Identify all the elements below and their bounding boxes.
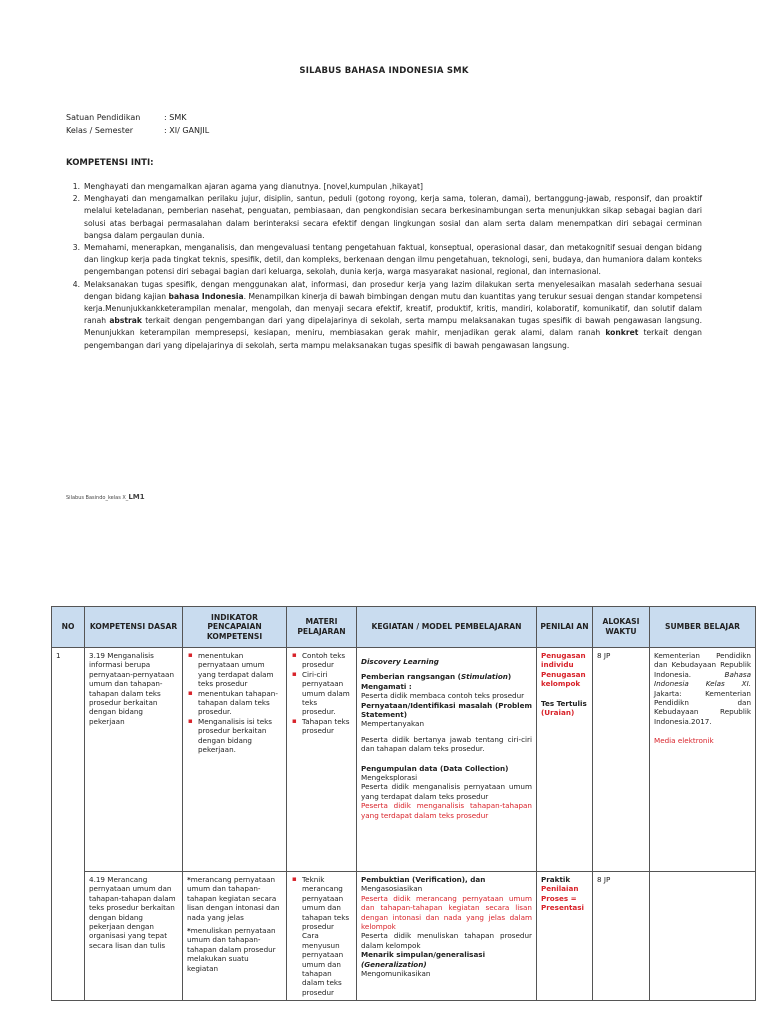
- cell-materi: [287, 648, 357, 872]
- header-penilaian: PENILAI AN: [537, 607, 593, 648]
- header-no: NO: [52, 607, 85, 648]
- ki-text-part: terkait dengan pengembangan dari yang dipelajarinya di sekolah, serta mampu melaksanakan tugas spesifik di bawah pengawasan langsung.: [84, 328, 702, 350]
- kompetensi-inti-list: [66, 181, 702, 352]
- ki-text-part: . Menampilkan kinerja di bawah bimbingan dengan mutu dan kuantitas yang terukur sesuai dengan standar kompetensi kerja.Menunjukkankketerampilan menalar, mengolah, dan menyaji secara efektif, kreatif, produktif, kritis, mandiri, kolaboratif, komunikatif, dan solutif dalam ranah: [84, 291, 703, 326]
- penilaian-proses: Penilaian Proses = Presentasi: [541, 884, 584, 913]
- header-sumber-belajar: SUMBER BELAJAR: [650, 607, 756, 648]
- step-text-highlight: Peserta didik menganalisis tahapan-tahapan yang terdapat dalam teks prosedur: [361, 801, 532, 820]
- footer-code: LM1: [128, 493, 145, 501]
- ki-text: Menghayati dan mengamalkan ajaran agama yang dianutnya. [novel,kumpulan ,hikayat]: [84, 182, 423, 191]
- step-sub: Mengasosiasikan: [361, 884, 423, 894]
- ki-item-3: [66, 242, 702, 279]
- step-text: Peserta didik menganalisis pernyataan umum yang terdapat dalam teks prosedur: [361, 782, 532, 801]
- step-text: Peserta didik menuliskan tahapan prosedur dalam kelompok: [361, 931, 532, 950]
- ki-item-1: [66, 181, 702, 193]
- step-sub: Mempertanyakan: [361, 719, 424, 729]
- ki-number: 4.: [72, 279, 80, 289]
- sumber-text: Jakarta: Kementerian Pendidikn dan Kebudayaan Republik Indonesia.2017.: [654, 688, 751, 726]
- step-sub: Mengamati :: [361, 681, 412, 691]
- cell-sumber-belajar: [650, 648, 756, 872]
- sumber-media: Media elektronik: [654, 736, 714, 746]
- indikator-item: *menuliskan pernyataan umum dan tahapan-tahapan dalam prosedur melakukan suatu kegiatan: [187, 926, 276, 973]
- step-text-highlight: Peserta didik merancang pernyataan umum dan tahapan-tahapan kegiatan secara lisan dengan intonasi dan nada yang jelas dalam kelompok: [361, 893, 532, 932]
- header-indikator: INDIKATOR PENCAPAIAN KOMPETENSI: [183, 607, 287, 648]
- kompetensi-inti-heading: KOMPETENSI INTI:: [66, 158, 154, 168]
- cell-penilaian: [537, 648, 593, 872]
- penilaian-praktik: Praktik: [541, 875, 571, 884]
- ki-text-part: Melaksanakan tugas spesifik, dengan menggunakan alat, informasi, dan prosedur kerja yang lazim dilakukan serta menyelesaikan masalah sederhana sesuai dengan bidang kajian: [84, 279, 702, 301]
- footer-prefix: Silabus Basindo_kelas X_: [66, 495, 129, 501]
- cell-no: 1: [52, 648, 85, 1001]
- page-footer: [66, 493, 145, 501]
- cell-kompetensi-dasar: 4.19 Merancang pernyataan umum dan tahapan-tahapan dalam teks prosedur berkaitan dengan bidang pekerjaan dengan organisasi yang tepat secara lisan dan tulis: [85, 872, 183, 1001]
- cell-indikator: [183, 648, 287, 872]
- cell-penilaian: [537, 872, 593, 1001]
- table-row: [52, 648, 756, 872]
- ki-emphasis: bahasa Indonesia: [168, 291, 244, 301]
- step-title: Menarik simpulan/generalisasi: [361, 950, 486, 960]
- list-item: ▪ Tahapan teks prosedur: [302, 717, 352, 736]
- ki-number: 1.: [72, 182, 80, 191]
- meta-kelas-semester: [66, 126, 209, 135]
- step-sub: Mengomunikasikan: [361, 969, 431, 979]
- meta-satuan-pendidikan: [66, 113, 186, 122]
- meta-value: : SMK: [164, 113, 187, 122]
- ki-text: Memahami, menerapkan, menganalisis, dan mengevaluasi tentang pengetahuan faktual, konseptual, operasional dasar, dan metakognitif sesuai dengan bidang dan lingkup kerja pada tingkat teknis, spesifik, detil, dan kompleks, berkenaan dengan ilmu pengetahuan, teknologi, seni, budaya, dan humaniora dalam konteks pengembangan potensi diri sebagai bagian dari keluarga, sekolah, dunia kerja, warga masyarakat nasional, regional, dan internasional.: [84, 243, 702, 277]
- ki-text-part: terkait dengan pengembangan dari yang dipelajarinya di sekolah, serta mampu melaksanakan tugas spesifik di bawah pengawasan langsung. Menunjukkan keterampilan mempresepsi, kesiapan, meniru, membiasakan gerak mahir, menjadikan gerak alami, dalam ranah: [84, 316, 702, 338]
- header-alokasi-waktu: ALOKASI WAKTU: [593, 607, 650, 648]
- indikator-item: *merancang pernyataan umum dan tahapan-tahapan kegiatan secara lisan dengan intonasi dan nada yang jelas: [187, 875, 280, 922]
- step-title: Pernyataan/Identifikasi masalah (Problem Statement): [361, 700, 532, 720]
- header-materi: MATERI PELAJARAN: [287, 607, 357, 648]
- cell-alokasi-waktu: 8 JP: [593, 872, 650, 1001]
- cell-kegiatan: [357, 648, 537, 872]
- meta-key: Satuan Pendidikan: [66, 113, 141, 122]
- ki-emphasis: konkret: [605, 328, 639, 338]
- meta-key: Kelas / Semester: [66, 126, 134, 135]
- list-item: ▪ Menganalisis isi teks prosedur berkaitan dengan bidang pekerjaan.: [198, 717, 282, 755]
- penilaian-tes: Tes Tertulis: [541, 698, 587, 708]
- ki-item-2: [66, 193, 702, 242]
- cell-sumber-belajar: [650, 872, 756, 1001]
- penilaian-tugas: Penugasan individu Penugasan kelompok: [541, 651, 586, 689]
- list-item: ▪ Ciri-ciri pernyataan umum dalam teks prosedur.: [302, 670, 352, 717]
- sumber-text: Kementerian Pendidikn dan Kebudayaan Republik Indonesia.: [654, 651, 751, 679]
- step-title: [361, 672, 532, 681]
- ki-emphasis: abstrak: [109, 316, 142, 326]
- ki-number: 2.: [72, 194, 80, 204]
- step-title-part: Pemberian rangsangan (: [361, 672, 461, 682]
- meta-value: : XI/ GANJIL: [164, 126, 210, 135]
- syllabus-table: [51, 606, 756, 1001]
- cell-kegiatan: [357, 872, 537, 1001]
- header-kegiatan: KEGIATAN / MODEL PEMBELAJARAN: [357, 607, 537, 648]
- list-item: ▪ Contoh teks prosedur: [302, 651, 352, 670]
- step-title: Pengumpulan data (Data Collection): [361, 763, 509, 773]
- step-title-italic: (Generalization): [361, 959, 427, 969]
- list-item: ▪ Teknik merancang pernyataan umum dan tahapan teks prosedur Cara menyusun pernyataan umum dan tahapan dalam teks prosedur: [302, 875, 352, 997]
- cell-kompetensi-dasar: 3.19 Menganalisis informasi berupa pernyataan-pernyataan umum dan tahapan-tahapan dalam teks prosedur berkaitan dengan bidang pekerjaan: [85, 648, 183, 872]
- ki-number: 3.: [72, 243, 80, 253]
- list-item: ▪ menentukan pernyataan umum yang terdapat dalam teks prosedur: [198, 651, 282, 689]
- page-title: SILABUS BAHASA INDONESIA SMK: [299, 66, 469, 76]
- table-header-row: [52, 607, 756, 648]
- step-text: Peserta didik bertanya jawab tentang ciri-ciri dan tahapan dalam teks prosedur.: [361, 734, 532, 754]
- step-sub: Mengeksplorasi: [361, 773, 418, 783]
- list-item: ▪ menentukan tahapan-tahapan dalam teks prosedur.: [198, 689, 282, 717]
- step-title-part: ): [507, 672, 512, 682]
- ki-item-4: [66, 279, 702, 352]
- step-title-italic: Stimulation: [460, 672, 508, 682]
- step-title: Pembuktian (Verification), dan: [361, 875, 486, 884]
- ki-text: Menghayati dan mengamalkan perilaku jujur, disiplin, santun, peduli (gotong royong, kerja sama, toleran, damai), bertanggung-jawab, responsif, dan proaktif melalui keteladanan, pemberian nasehat, penguatan, pembiasaan, dan pengkondisian secara berkesinambungan serta menunjukkan sikap sebagai bagian dari solusi atas berbagai permasalahan dalam berinteraksi secara efektif dengan lingkungan sosial dan alam serta dalam menempatkan diri sebagai cerminan bangsa dalam pergaulan dunia.: [84, 194, 702, 240]
- cell-indikator: [183, 872, 287, 1001]
- model-title: Discovery Learning: [361, 657, 439, 666]
- cell-alokasi-waktu: 8 JP: [593, 648, 650, 872]
- sumber-book-title: Bahasa Indonesia Kelas XI.: [654, 669, 751, 689]
- cell-materi: [287, 872, 357, 1001]
- penilaian-uraian: (Uraian): [541, 708, 575, 718]
- header-kompetensi-dasar: KOMPETENSI DASAR: [85, 607, 183, 648]
- table-row: [52, 872, 756, 1001]
- step-text: Peserta didik membaca contoh teks prosedur: [361, 691, 525, 701]
